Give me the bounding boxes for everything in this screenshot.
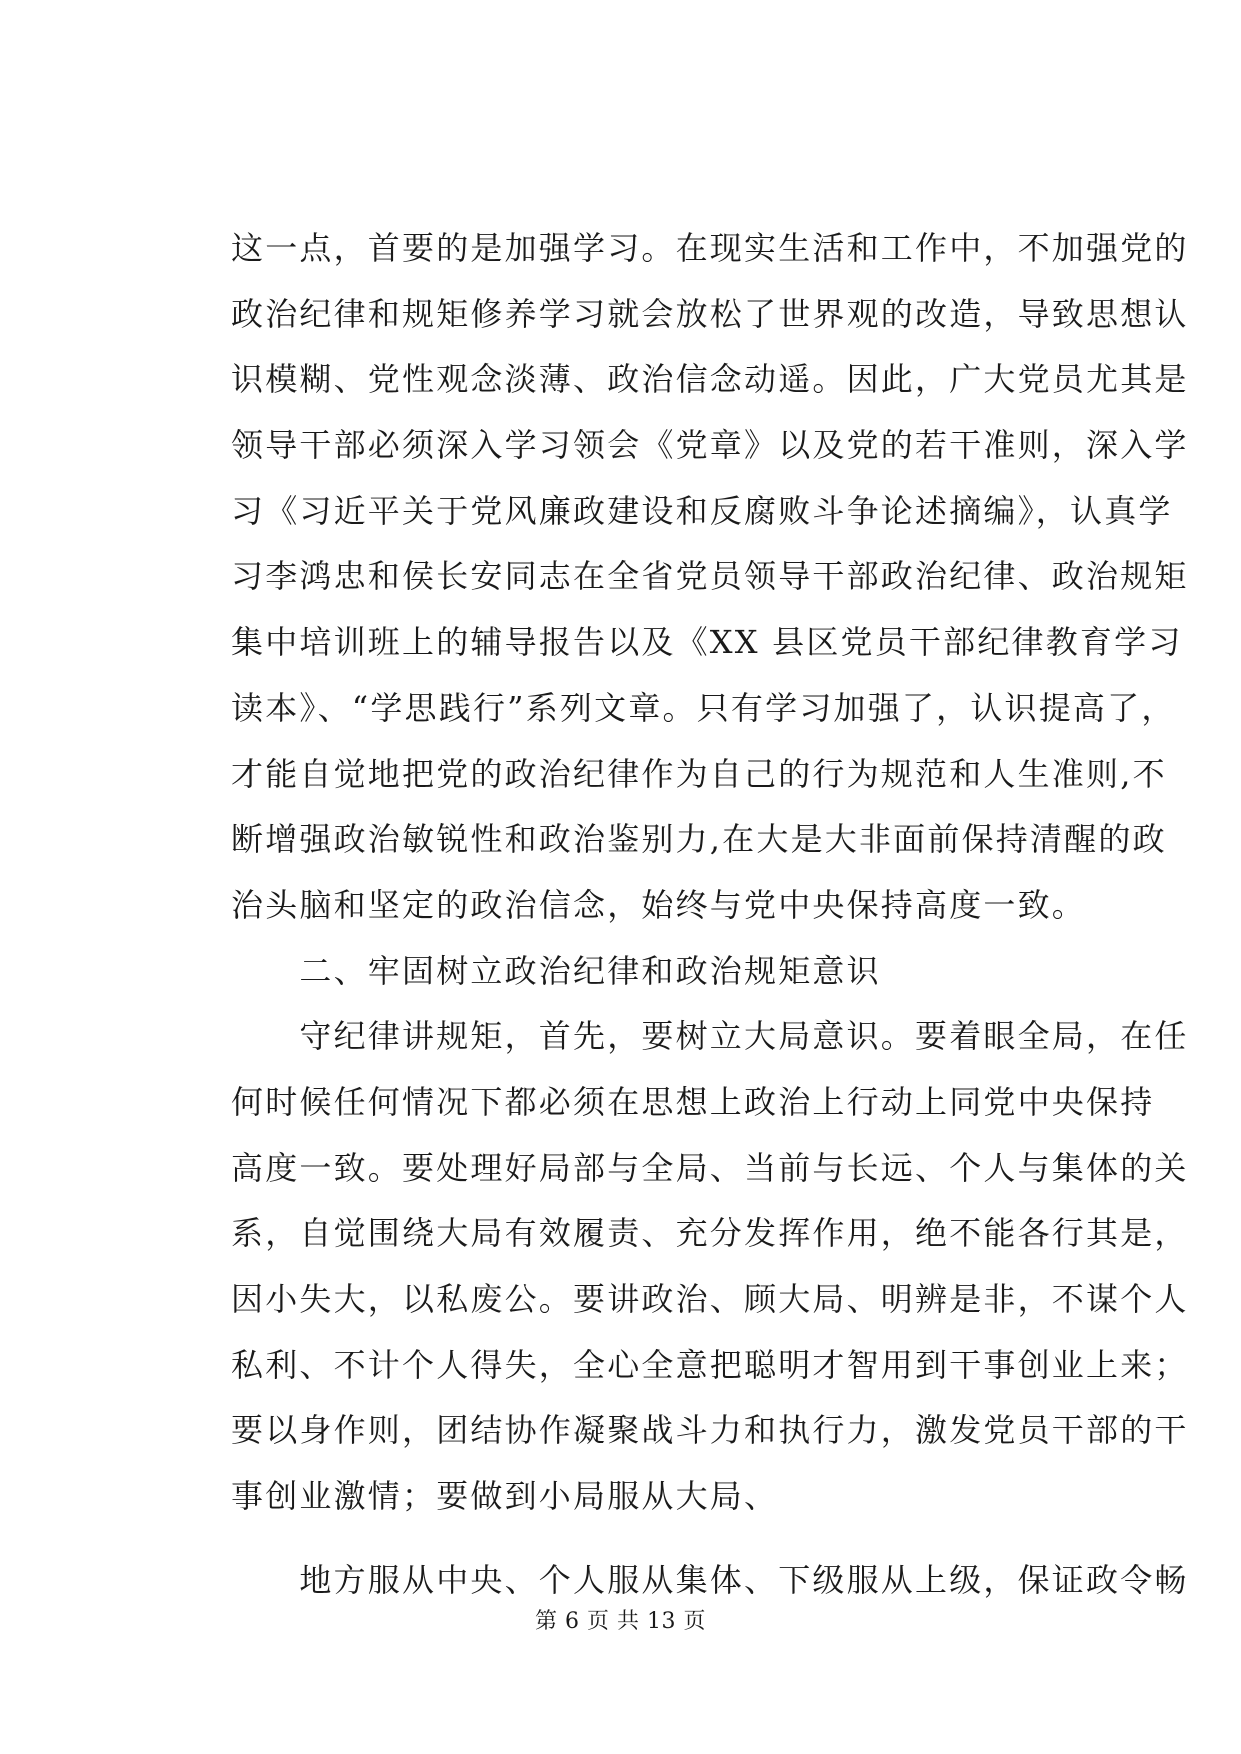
body-text bbox=[231, 228, 1189, 1625]
text-line: 何时候任何情况下都必须在思想上政治上行动上同党中央保持 bbox=[231, 1082, 1155, 1121]
page-footer: 第 6 页 共 13 页 bbox=[535, 1609, 706, 1634]
text-line: 习李鸿忠和侯长安同志在全省党员领导干部政治纪律、政治规矩 bbox=[231, 557, 1189, 596]
text-line: 私利、不计个人得失，全心全意把聪明才智用到干事创业上来； bbox=[231, 1345, 1189, 1384]
text-line: 断增强政治敏锐性和政治鉴别力,在大是大非面前保持清醒的政 bbox=[231, 820, 1167, 859]
text-line: 读本》、“学思践行”系列文章。只有学习加强了，认识提高了， bbox=[231, 688, 1176, 727]
text-line: 治头脑和坚定的政治信念，始终与党中央保持高度一致。 bbox=[231, 885, 1087, 924]
text-line: 高度一致。要处理好局部与全局、当前与长远、个人与集体的关 bbox=[231, 1148, 1189, 1187]
section-heading: 二、牢固树立政治纪律和政治规矩意识 bbox=[231, 951, 881, 990]
text-line: 习《习近平关于党风廉政建设和反腐败斗争论述摘编》，认真学 bbox=[231, 491, 1173, 530]
text-line: 地方服从中央、个人服从集体、下级服从上级，保证政令畅 bbox=[231, 1560, 1189, 1599]
text-line: 守纪律讲规矩，首先，要树立大局意识。要着眼全局，在任 bbox=[231, 1017, 1189, 1056]
text-line: 集中培训班上的辅导报告以及《XX 县区党员干部纪律教育学习 bbox=[231, 623, 1183, 662]
text-line: 政治纪律和规矩修养学习就会放松了世界观的改造，导致思想认 bbox=[231, 294, 1189, 333]
text-line: 事创业激情；要做到小局服从大局、 bbox=[231, 1477, 779, 1516]
text-line: 这一点，首要的是加强学习。在现实生活和工作中，不加强党的 bbox=[231, 229, 1189, 267]
text-line: 才能自觉地把党的政治纪律作为自己的行为规范和人生准则,不 bbox=[231, 754, 1167, 793]
paragraph-gap bbox=[231, 1542, 1091, 1560]
text-line: 领导干部必须深入学习领会《党章》以及党的若干准则，深入学 bbox=[231, 426, 1189, 465]
text-line: 系，自觉围绕大局有效履责、充分发挥作用，绝不能各行其是， bbox=[231, 1214, 1189, 1253]
text-line: 识模糊、党性观念淡薄、政治信念动遥。因此，广大党员尤其是 bbox=[231, 360, 1189, 399]
text-line: 要以身作则，团结协作凝聚战斗力和执行力，激发党员干部的干 bbox=[231, 1411, 1189, 1450]
text-line: 因小失大，以私废公。要讲政治、顾大局、明辨是非，不谋个人 bbox=[231, 1280, 1189, 1318]
